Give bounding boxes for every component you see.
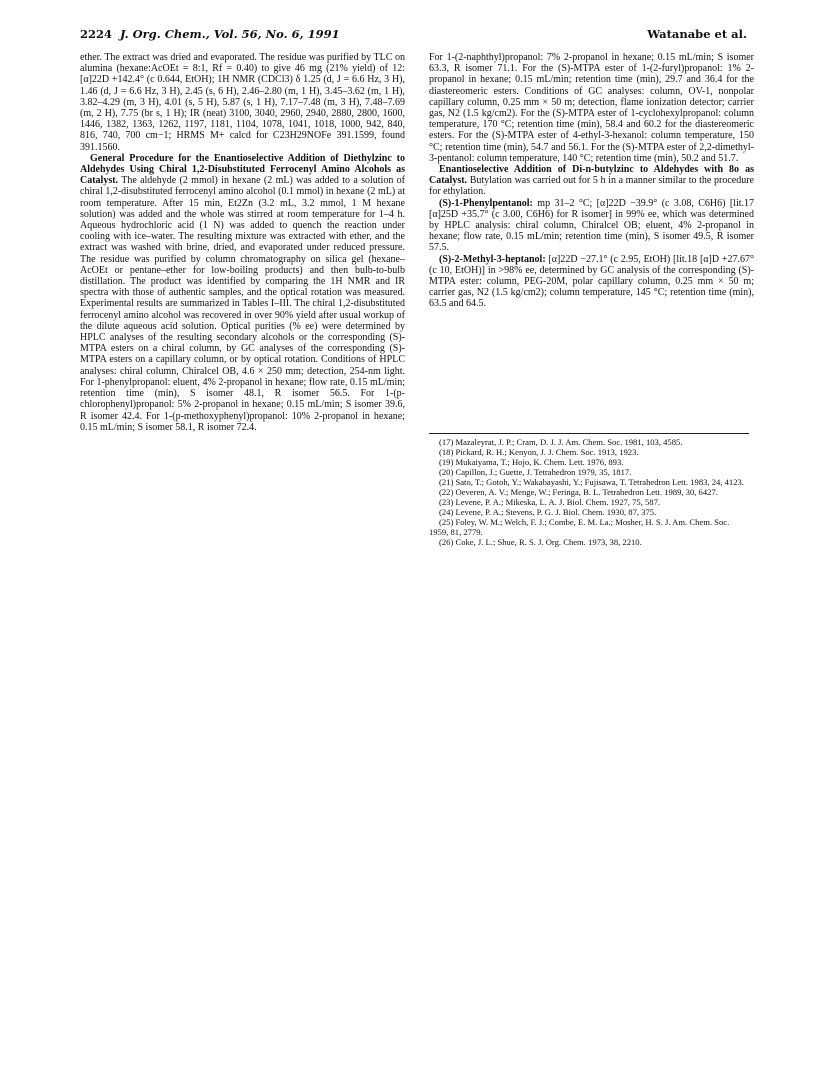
left-column [80, 52, 405, 433]
reference-item: (20) Capillon, J.; Guette, J. Tetrahedron 1979, 35, 1817. [439, 467, 632, 477]
reference-item: (24) Levene, P. A.; Stevens, P. G. J. Biol. Chem. 1930, 87, 375. [439, 507, 657, 517]
section-heading-general-procedure: General Procedure for the Enantioselective Addition of Diethylzinc to Aldehydes Using Chiral 1,2-Disubstituted Ferrocenyl Amino Alcohols as Catalyst. [80, 152, 405, 187]
reference-item: (21) Sato, T.; Gotoh, Y.; Wakabayashi, Y.; Fujisawa, T. Tetrahedron Lett. 1983, 24, 4123. [439, 477, 744, 487]
header-left [80, 27, 340, 41]
compound-heading-phenylpentanol: (S)-1-Phenylpentanol: [439, 197, 533, 209]
methylheptanol-body: [α]22D −27.1° (c 2.95, EtOH) [lit.18 [α]D +27.67° (c 10, EtOH)] in >98% ee, determined by GC analysis of the corresponding (S)-MTPA ester: column, PEG-20M, polar capillary column, 0.25 mm × 50 m; carrier gas, N2 (1.5 kg/cm2); column temperature, 145 °C; retention time (min), 63.5 and 64.5. [429, 253, 754, 310]
right-column [429, 52, 754, 310]
header-authors: Watanabe et al. [647, 27, 747, 41]
running-header [80, 27, 747, 43]
right-paragraph-4 [429, 254, 754, 310]
right-paragraph-3 [429, 198, 754, 254]
phenylpentanol-body: mp 31–2 °C; [α]22D −39.9° (c 3.08, C6H6) [lit.17 [α]25D +35.7° (c 3.00, C6H6) for R isomer] in 99% ee, which was determined by HPLC analysis: chiral column, Chiralcel OB; eluent, 4% 2-propanol in hexane; flow rate, 0.15 mL/min; retention time (min), S isomer 49.5, R isomer 57.5. [429, 197, 754, 254]
right-paragraph-1: For 1-(2-naphthyl)propanol: 7% 2-propanol in hexane; 0.15 mL/min; S isomer 63.3, R isomer 71.1. For the (S)-MTPA ester of 1-(2-furyl)propanol: 1% 2-propanol in hexane; 0.15 mL/min; retention time (min), 29.7 and 36.4 for the diastereomeric esters. Conditions of GC analyses: column, OV-1, nonpolar capillary column, 0.25 mm × 50 m; detection, flame ionization detector; carrier gas, N2 (1.5 kg/cm2). For the (S)-MTPA ester of 1-cyclohexylpropanol: column temperature, 170 °C; retention time (min), 58.4 and 60.2 for the diastereomeric esters. For the (S)-MTPA ester of 4-ethyl-3-hexanol: column temperature, 150 °C; retention time (min), 54.7 and 56.1. For the (S)-MTPA ester of 2,2-dimethyl-3-pentanol: column temperature, 140 °C; retention time (min), 50.2 and 51.7. [429, 52, 754, 164]
section-heading-dibutylzinc: Enantioselective Addition of Di-n-butylzinc to Aldehydes with 8o as Catalyst. [429, 164, 754, 187]
reference-item: (19) Mukaiyama, T.; Hojo, K. Chem. Lett. 1976, 893. [439, 457, 624, 467]
references-list [429, 437, 749, 547]
general-procedure-body: The aldehyde (2 mmol) in hexane (2 mL) was added to a solution of chiral 1,2-disubstituted ferrocenyl amino alcohol (0.1 mmol) in hexane (2 mL) at room temperature. After 15 min, Et2Zn (3.2 mL, 3.2 mmol, 1 M hexane solution) was added and the whole was stirred at room temperature for 1–4 h. Aqueous hydrochloric acid (1 N) was added to quench the reaction under cooling with ice–water. The resulting mixture was extracted with ether, and the extract was washed with brine, dried, and evaporated under reduced pressure. The residue was purified by column chromatography on silica gel (hexane–AcOEt or pentane–ether for low-boiling products) and then bulb-to-bulb distillation. The product was identified by comparing the 1H NMR and IR spectra with those of authentic samples, and the optical rotation was measured. Experimental results are summarized in Tables I–III. The chiral 1,2-disubstituted ferrocenyl amino alcohol was recovered in over 90% yield after usual workup of the dilute aqueous acid solution. Optical purities (% ee) were determined by HPLC analyses of the resulting secondary alcohols or the corresponding (S)-MTPA esters on a chiral column, by GC analyses of the corresponding (S)-MTPA esters on a capillary column, or by optical rotation. Conditions of HPLC analyses: chiral column, Chiralcel OB, 4.6 × 250 mm; detection, 254-nm light. For 1-phenylpropanol: eluent, 4% 2-propanol in hexane; flow rate, 0.15 mL/min; retention time (min), S isomer 48.1, R isomer 56.5. For 1-(p-chlorophenyl)propanol: 5% 2-propanol in hexane; 0.15 mL/min; S isomer 39.6, R isomer 42.4. For 1-(p-methoxyphenyl)propanol: 10% 2-propanol in hexane; 0.15 mL/min; S isomer 58.1, R isomer 72.4. [80, 175, 405, 433]
reference-item: (22) Oeveren, A. V.; Menge, W.; Feringa, B. L. Tetrahedron Lett. 1989, 30, 6427. [439, 487, 718, 497]
reference-item: (18) Pickard, R. H.; Kenyon, J. J. Chem. Soc. 1913, 1923. [439, 447, 639, 457]
page-number: 2224 [80, 27, 113, 41]
reference-item: (23) Levene, P. A.; Mikeska, L. A. J. Biol. Chem. 1927, 75, 587. [439, 497, 661, 507]
right-paragraph-2 [429, 164, 754, 198]
footnote-divider [429, 433, 749, 434]
left-paragraph-1: ether. The extract was dried and evaporated. The residue was purified by TLC on alumina (hexane:AcOEt = 8:1, Rf = 0.40) to give 46 mg (21% yield) of 12: [α]22D +142.4° (c 0.644, EtOH); 1H NMR (CDCl3) δ 1.25 (d, J = 6.6 Hz, 3 H), 1.46 (d, J = 6.6 Hz, 3 H), 2.45 (s, 6 H), 2.46–2.80 (m, 1 H), 3.45–3.62 (m, 1 H), 3.82–4.29 (m, 3 H), 4.01 (s, 5 H), 5.87 (s, 1 H), 7.17–7.48 (m, 3 H), 7.48–7.69 (m, 2 H), 7.75 (br s, 1 H); IR (neat) 3100, 3040, 2960, 2940, 2880, 2800, 1600, 1446, 1382, 1363, 1262, 1197, 1181, 1104, 1078, 1041, 1018, 1000, 942, 840, 816, 740, 700 cm−1; HRMS M+ calcd for C23H29NOFe 391.1599, found 391.1560. [80, 52, 405, 153]
journal-citation: J. Org. Chem., Vol. 56, No. 6, 1991 [120, 27, 340, 41]
reference-item: (25) Foley, W. M.; Welch, F. J.; Combe, E. M. La.; Mosher, H. S. J. Am. Chem. Soc. 1959, 81, 2779. [429, 517, 730, 537]
reference-item: (17) Mazaleyrat, J. P.; Cram, D. J. J. Am. Chem. Soc. 1981, 103, 4585. [439, 437, 683, 447]
compound-heading-methylheptanol: (S)-2-Methyl-3-heptanol: [439, 253, 546, 265]
left-paragraph-2 [80, 153, 405, 433]
reference-item: (26) Coke, J. L.; Shue, R. S. J. Org. Chem. 1973, 38, 2210. [439, 537, 642, 547]
dibutylzinc-body: Butylation was carried out for 5 h in a manner similar to the procedure for ethylation. [429, 175, 754, 198]
